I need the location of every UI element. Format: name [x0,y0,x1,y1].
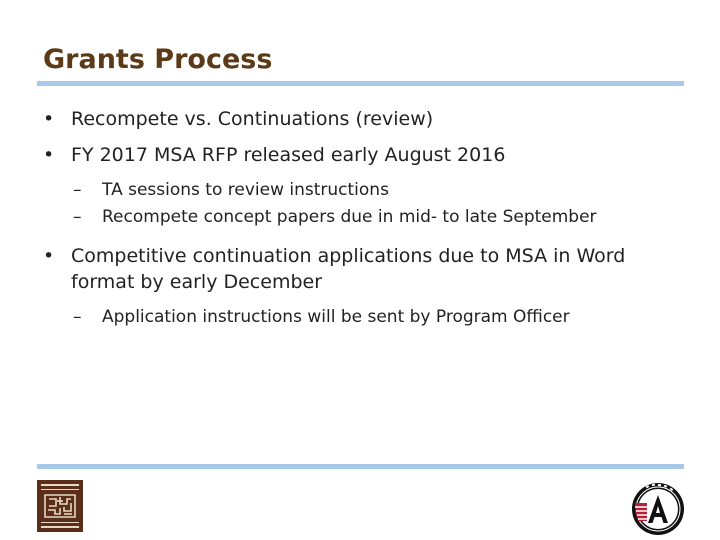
sub-bullet-glyph: – [73,307,82,327]
bullet-glyph: • [43,245,55,267]
sub-bullet-list [43,305,683,329]
bullet-item [43,106,683,132]
slide-content [43,106,683,343]
slide-title: Grants Process [43,44,273,75]
footer-divider [37,464,684,469]
sub-bullet-text: Application instructions will be sent by Program Officer [102,307,570,327]
bullet-glyph: • [43,144,55,166]
sub-bullet-glyph: – [73,180,82,200]
bullet-text: FY 2017 MSA RFP released early August 2016 [71,144,506,166]
bullet-text: Competitive continuation applications due to MSA in Word format by early December [71,245,626,293]
massachusetts-service-alliance-logo-icon [37,480,83,532]
sub-bullet-item [43,205,683,229]
bullet-item [43,142,683,168]
title-divider [37,81,684,86]
bullet-item [43,243,683,295]
sub-bullet-text: TA sessions to review instructions [102,180,389,200]
americorps-logo-icon [630,481,686,537]
bullet-text: Recompete vs. Continuations (review) [71,108,434,130]
sub-bullet-item [43,178,683,202]
sub-bullet-item [43,305,683,329]
maze-pattern-icon [44,494,76,518]
sub-bullet-glyph: – [73,207,82,227]
sub-bullet-list [43,178,683,229]
sub-bullet-text: Recompete concept papers due in mid- to late September [102,207,597,227]
bullet-glyph: • [43,108,55,130]
